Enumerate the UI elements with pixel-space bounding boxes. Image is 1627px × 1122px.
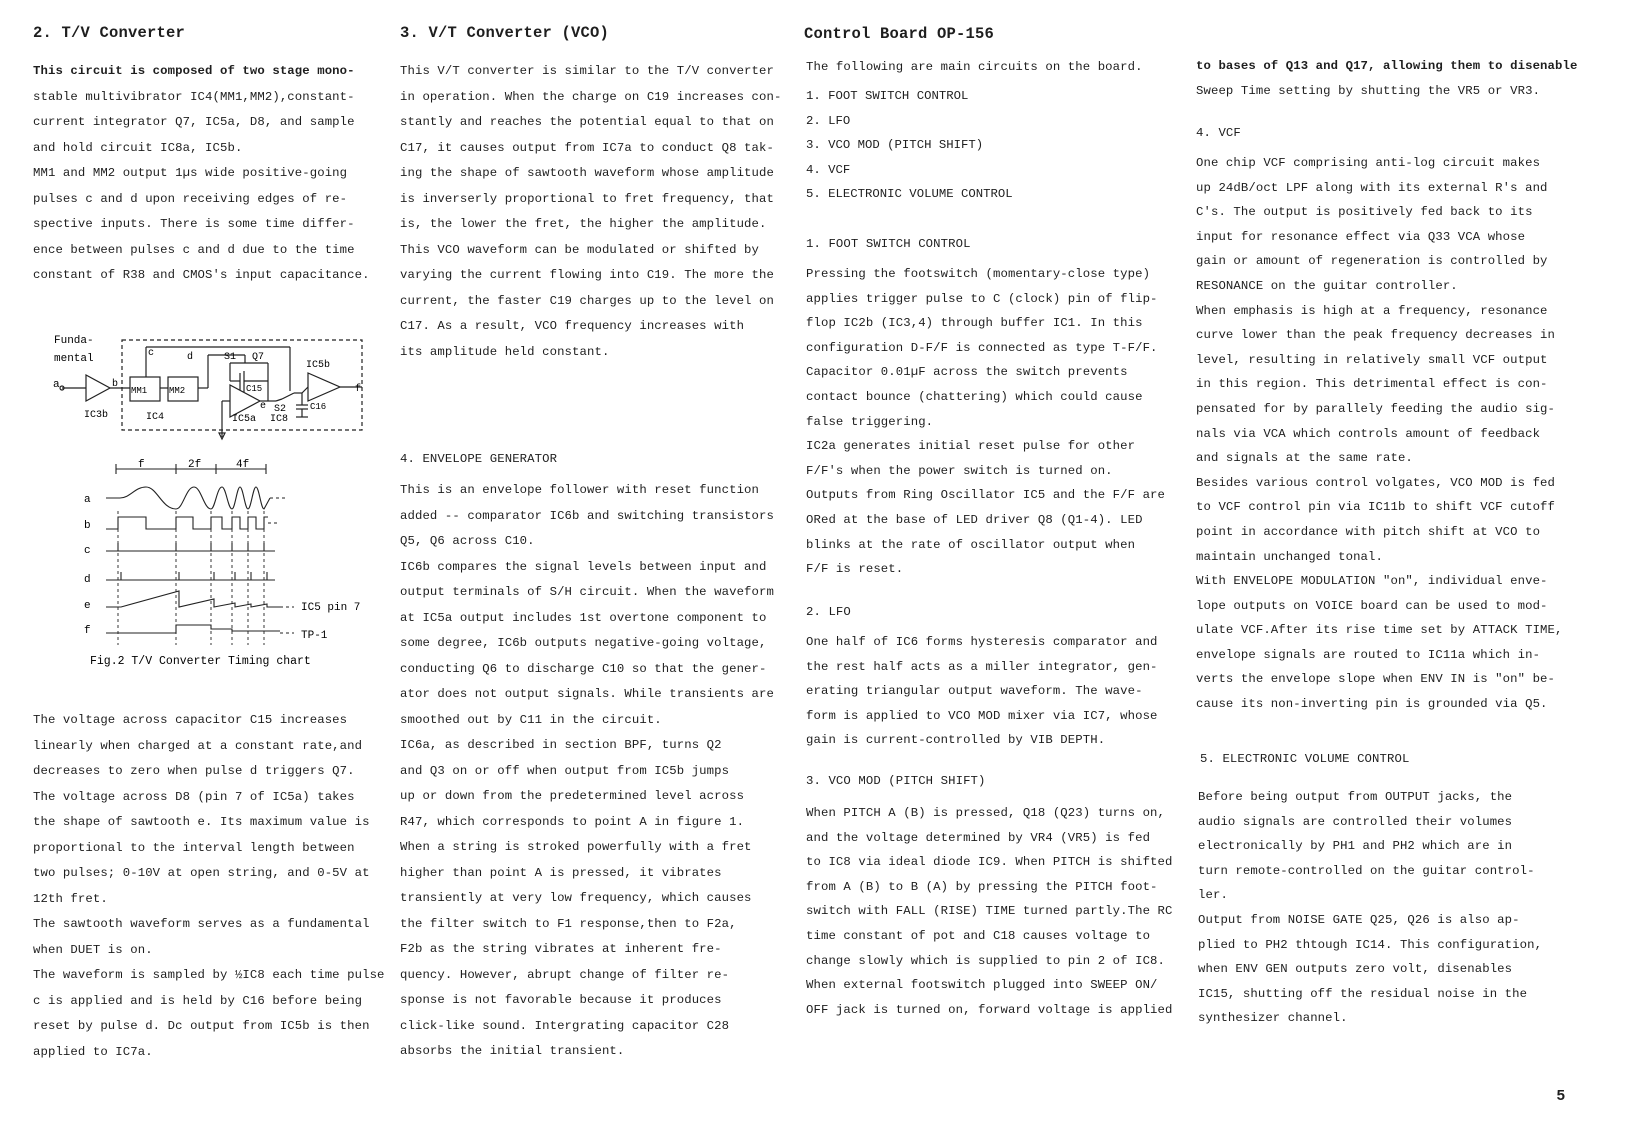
circuit-label: IC5a <box>232 414 257 425</box>
text-line: With ENVELOPE MODULATION "on", individual enve- <box>1196 574 1548 589</box>
list-item: 1. FOOT SWITCH CONTROL <box>806 89 969 103</box>
tv-converter-body <box>33 708 385 1065</box>
text-line: Q5, Q6 across C10. <box>400 534 535 548</box>
text-line: This circuit is composed of two stage mono- <box>33 64 355 78</box>
ic5b-opamp <box>308 373 340 401</box>
text-line: and hold circuit IC8a, IC5b. <box>33 140 243 155</box>
timing-label: e <box>84 600 91 612</box>
text-line: IC2a generates initial reset pulse for other <box>806 439 1136 454</box>
text-line: One chip VCF comprising anti-log circuit makes <box>1196 156 1541 170</box>
text-line: and Q3 on or off when output from IC5b jumps <box>400 763 730 778</box>
text-line: is, the lower the fret, the higher the amplitude. <box>400 217 767 231</box>
text-line: ORed at the base of LED driver Q8 (Q1-4). LED <box>806 512 1143 527</box>
text-line: Pressing the footswitch (momentary-close type) <box>806 267 1151 281</box>
timing-label: d <box>84 574 91 586</box>
tv-converter-intro <box>33 59 370 289</box>
text-line: smoothed out by C11 in the circuit. <box>400 712 662 727</box>
text-line: input for resonance effect via Q33 VCA whose <box>1196 229 1526 244</box>
circuit-label: c <box>148 348 155 359</box>
circuit-label: e <box>260 401 267 412</box>
text-line: change slowly which is supplied to pin 2 of IC8. <box>806 953 1166 968</box>
text-line: This VCO waveform can be modulated or shifted by <box>400 242 760 257</box>
text-line: spective inputs. There is some time differ- <box>33 217 355 231</box>
circuit-label: a <box>53 379 60 391</box>
text-line: current, the faster C19 charges up to the level on <box>400 293 774 308</box>
text-line: at IC5a output includes 1st overtone component to <box>400 610 767 625</box>
page-number: 5 <box>1556 1087 1565 1104</box>
circuit-label: mental <box>54 353 94 365</box>
text-line: R47, which corresponds to point A in figure 1. <box>400 814 745 829</box>
control-board-heading: Control Board OP-156 <box>804 25 995 43</box>
text-line: absorbs the initial transient. <box>400 1044 625 1058</box>
text-line: Capacitor 0.01µF across the switch prevents <box>806 365 1128 380</box>
text-line: configuration D-F/F is connected as type T-F/F. <box>806 340 1158 355</box>
text-line: its amplitude held constant. <box>400 344 610 359</box>
text-line: The voltage across D8 (pin 7 of IC5a) takes <box>33 789 355 804</box>
text-line: higher than point A is pressed, it vibrates <box>400 865 722 880</box>
text-line: MM1 and MM2 output 1µs wide positive-going <box>33 166 348 180</box>
text-line: to IC8 via ideal diode IC9. When PITCH is shifted <box>806 855 1173 870</box>
text-line: The waveform is sampled by ½IC8 each time pulse <box>33 968 385 982</box>
timing-label: 2f <box>188 459 202 471</box>
text-line: The sawtooth waveform serves as a fundamental <box>33 917 370 931</box>
text-line: IC15, shutting off the residual noise in the <box>1198 986 1528 1001</box>
text-line: synthesizer channel. <box>1198 1011 1348 1026</box>
text-line: linearly when charged at a constant rate,and <box>33 738 363 753</box>
vco-mod-body <box>806 801 1173 1022</box>
text-line: cause its non-inverting pin is grounded via Q5. <box>1196 697 1548 712</box>
text-line: varying the current flowing into C19. The more the <box>400 268 774 282</box>
text-line: switch with FALL (RISE) TIME turned partly.The RC <box>806 904 1173 919</box>
text-line: is inverserly proportional to fret frequency, that <box>400 191 774 206</box>
circuit-label: S2 <box>274 404 287 415</box>
text-line: curve lower than the peak frequency decreases in <box>1196 328 1556 343</box>
waveform-e <box>106 591 280 607</box>
text-line: gain or amount of regeneration is controlled by <box>1196 254 1548 269</box>
circuit-label: d <box>187 352 194 363</box>
timing-label: TP-1 <box>301 630 328 642</box>
circuit-label: Funda- <box>54 335 94 347</box>
text-line: point in accordance with pitch shift at VCO to <box>1196 524 1541 539</box>
vco-mod-heading: 3. VCO MOD (PITCH SHIFT) <box>806 774 986 788</box>
timing-label: IC5 pin 7 <box>301 602 361 614</box>
text-line: and signals at the same rate. <box>1196 451 1413 466</box>
tv-converter-heading: 2. T/V Converter <box>33 24 186 42</box>
lfo-body <box>806 630 1158 753</box>
text-line: The voltage across capacitor C15 increases <box>33 713 348 727</box>
lfo-heading: 2. LFO <box>806 605 851 619</box>
circuit-label: IC8 <box>270 414 289 425</box>
text-line: form is applied to VCO MOD mixer via IC7, whose <box>806 708 1158 723</box>
text-line: Sweep Time setting by shutting the VR5 or VR3. <box>1196 83 1541 98</box>
text-line: ence between pulses c and d due to the time <box>33 242 355 257</box>
text-line: ler. <box>1198 888 1228 903</box>
text-line: C17. As a result, VCO frequency increases with <box>400 319 745 333</box>
circuit-label: IC5b <box>306 360 331 371</box>
text-line: proportional to the interval length between <box>33 840 355 855</box>
text-line: when DUET is on. <box>33 942 153 957</box>
text-line: constant of R38 and CMOS's input capacitance. <box>33 268 370 282</box>
text-line: reset by pulse d. Dc output from IC5b is then <box>33 1019 370 1033</box>
text-line: stantly and reaches the potential equal to that on <box>400 115 774 129</box>
text-line: This is an envelope follower with reset function <box>400 483 760 497</box>
electronic-volume-body <box>1198 785 1542 1031</box>
text-line: F/F's when the power switch is turned on. <box>806 463 1113 478</box>
circuit-label: IC3b <box>84 410 109 421</box>
tv-converter-timing-chart <box>80 455 370 670</box>
text-line: transiently at very low frequency, which causes <box>400 891 752 905</box>
vt-converter-heading: 3. V/T Converter (VCO) <box>400 24 610 42</box>
text-line: electronically by PH1 and PH2 which are in <box>1198 839 1513 854</box>
text-line: erating triangular output waveform. The wave- <box>806 684 1143 699</box>
timing-label: f <box>84 625 91 637</box>
text-line: the filter switch to F1 response,then to F2a, <box>400 916 737 931</box>
text-line: current integrator Q7, IC5a, D8, and sample <box>33 115 355 129</box>
text-line: OFF jack is turned on, forward voltage is applied <box>806 1002 1173 1017</box>
text-line: conducting Q6 to discharge C10 so that the gener- <box>400 661 767 676</box>
text-line: 12th fret. <box>33 891 108 906</box>
text-line: click-like sound. Intergrating capacitor C28 <box>400 1018 730 1033</box>
circuit-label: IC4 <box>146 412 165 423</box>
circuit-label: C16 <box>310 402 327 412</box>
text-line: IC6a, as described in section BPF, turns Q2 <box>400 738 722 752</box>
control-board-intro: The following are main circuits on the board. <box>806 60 1143 74</box>
text-line: C's. The output is positively fed back to its <box>1196 205 1533 220</box>
text-line: When PITCH A (B) is pressed, Q18 (Q23) turns on, <box>806 806 1166 820</box>
text-line: RESONANCE on the guitar controller. <box>1196 278 1458 293</box>
text-line: and the voltage determined by VR4 (VR5) is fed <box>806 830 1151 845</box>
text-line: IC6b compares the signal levels between input and <box>400 559 767 574</box>
list-item: 5. ELECTRONIC VOLUME CONTROL <box>806 187 1013 201</box>
text-line: in operation. When the charge on C19 increases con- <box>400 89 782 104</box>
text-line: from A (B) to B (A) by pressing the PITCH foot- <box>806 879 1158 894</box>
text-line: pensated for by parallely feeding the audio sig- <box>1196 401 1556 416</box>
text-line: lope outputs on VOICE board can be used to mod- <box>1196 598 1548 613</box>
list-item: 4. VCF <box>806 162 851 177</box>
text-line: quency. However, abrupt change of filter re- <box>400 967 730 982</box>
text-line: ing the shape of sawtooth waveform whose amplitude <box>400 166 774 180</box>
waveform-f <box>106 625 280 633</box>
text-line: F/F is reset. <box>806 562 904 577</box>
sweep-continuation <box>1196 54 1577 103</box>
circuit-label: S1 <box>224 352 237 363</box>
text-line: contact bounce (chattering) which could cause <box>806 389 1143 404</box>
text-line: applied to IC7a. <box>33 1044 153 1059</box>
text-line: the shape of sawtooth e. Its maximum value is <box>33 815 370 829</box>
text-line: time constant of pot and C18 causes voltage to <box>806 928 1151 943</box>
text-line: in this region. This detrimental effect is con- <box>1196 377 1548 392</box>
text-line: up 24dB/oct LPF along with its external R's and <box>1196 180 1548 195</box>
circuit-list <box>806 84 1013 207</box>
timing-label: b <box>84 520 91 532</box>
text-line: output terminals of S/H circuit. When the waveform <box>400 585 774 599</box>
text-line: plied to PH2 thtough IC14. This configuration, <box>1198 937 1543 952</box>
text-line: blinks at the rate of oscillator output when <box>806 537 1136 552</box>
text-line: This V/T converter is similar to the T/V converter <box>400 64 774 78</box>
text-line: pulses c and d upon receiving edges of re- <box>33 191 348 206</box>
envelope-generator-heading: 4. ENVELOPE GENERATOR <box>400 452 558 466</box>
timing-label: a <box>84 494 91 506</box>
circuit-label: Q7 <box>252 352 265 363</box>
list-item: 3. VCO MOD (PITCH SHIFT) <box>806 138 984 152</box>
text-line: false triggering. <box>806 414 934 429</box>
text-line: C17, it causes output from IC7a to conduct Q8 tak- <box>400 140 774 155</box>
text-line: Outputs from Ring Oscillator IC5 and the F/F are <box>806 488 1166 503</box>
text-line: Before being output from OUTPUT jacks, the <box>1198 790 1513 804</box>
circuit-label: MM2 <box>169 386 186 396</box>
text-line: ulate VCF.After its rise time set by ATTACK TIME, <box>1196 623 1563 638</box>
text-line: Output from NOISE GATE Q25, Q26 is also ap- <box>1198 912 1520 927</box>
waveform-b <box>106 517 268 529</box>
text-line: up or down from the predetermined level across <box>400 789 745 803</box>
text-line: level, resulting in relatively small VCF output <box>1196 352 1548 367</box>
text-line: F2b as the string vibrates at inherent fre- <box>400 942 722 956</box>
text-line: One half of IC6 forms hysteresis comparator and <box>806 635 1158 649</box>
timing-label: 4f <box>236 459 250 471</box>
waveform-a <box>106 487 270 509</box>
vt-converter-intro <box>400 59 781 365</box>
circuit-label: MM1 <box>131 386 148 396</box>
text-line: c is applied and is held by C16 before being <box>33 993 363 1008</box>
text-line: added -- comparator IC6b and switching transistors <box>400 508 774 523</box>
text-line: gain is current-controlled by VIB DEPTH. <box>806 733 1106 748</box>
text-line: the rest half acts as a miller integrator, gen- <box>806 659 1158 674</box>
circuit-label: b <box>112 379 119 390</box>
text-line: maintain unchanged tonal. <box>1196 549 1383 564</box>
text-line: When emphasis is high at a frequency, resonance <box>1196 303 1548 318</box>
text-line: envelope signals are routed to IC11a which in- <box>1196 647 1541 662</box>
text-line: verts the envelope slope when ENV IN is "on" be- <box>1196 672 1556 687</box>
text-line: flop IC2b (IC3,4) through buffer IC1. In this <box>806 316 1143 331</box>
electronic-volume-heading: 5. ELECTRONIC VOLUME CONTROL <box>1200 752 1410 766</box>
timing-label: f <box>138 459 145 471</box>
envelope-generator-body <box>400 478 774 1065</box>
text-line: two pulses; 0-10V at open string, and 0-5V at <box>33 866 370 880</box>
text-line: Besides various control volgates, VCO MOD is fed <box>1196 475 1556 490</box>
text-line: when ENV GEN outputs zero volt, disenables <box>1198 962 1513 977</box>
foot-switch-heading: 1. FOOT SWITCH CONTROL <box>806 237 971 251</box>
text-line: audio signals are controlled their volumes <box>1198 814 1513 829</box>
text-line: stable multivibrator IC4(MM1,MM2),constant- <box>33 89 355 104</box>
timing-caption: Fig.2 T/V Converter Timing chart <box>90 655 311 668</box>
text-line: ator does not output signals. While transients are <box>400 687 774 701</box>
text-line: nals via VCA which controls amount of feedback <box>1196 426 1541 441</box>
text-line: When a string is stroked powerfully with a fret <box>400 840 752 854</box>
timing-label: c <box>84 545 91 557</box>
text-line: When external footswitch plugged into SWEEP ON/ <box>806 978 1158 993</box>
text-line: some degree, IC6b outputs negative-going voltage, <box>400 636 767 650</box>
foot-switch-body <box>806 262 1165 582</box>
vcf-heading: 4. VCF <box>1196 126 1241 140</box>
ic3b-buffer <box>86 375 110 401</box>
text-line: to VCF control pin via IC11b to shift VCF cutoff <box>1196 500 1556 515</box>
text-line: sponse is not favorable because it produces <box>400 993 722 1007</box>
text-line: applies trigger pulse to C (clock) pin of flip- <box>806 291 1158 306</box>
text-line: turn remote-controlled on the guitar control- <box>1198 863 1535 878</box>
tv-converter-circuit-diagram <box>50 335 370 460</box>
text-line: to bases of Q13 and Q17, allowing them to disenable <box>1196 59 1578 73</box>
text-line: decreases to zero when pulse d triggers Q7. <box>33 764 355 778</box>
circuit-label: f <box>355 384 362 395</box>
list-item: 2. LFO <box>806 113 851 128</box>
circuit-label: C15 <box>246 384 263 394</box>
vcf-body <box>1196 151 1563 717</box>
